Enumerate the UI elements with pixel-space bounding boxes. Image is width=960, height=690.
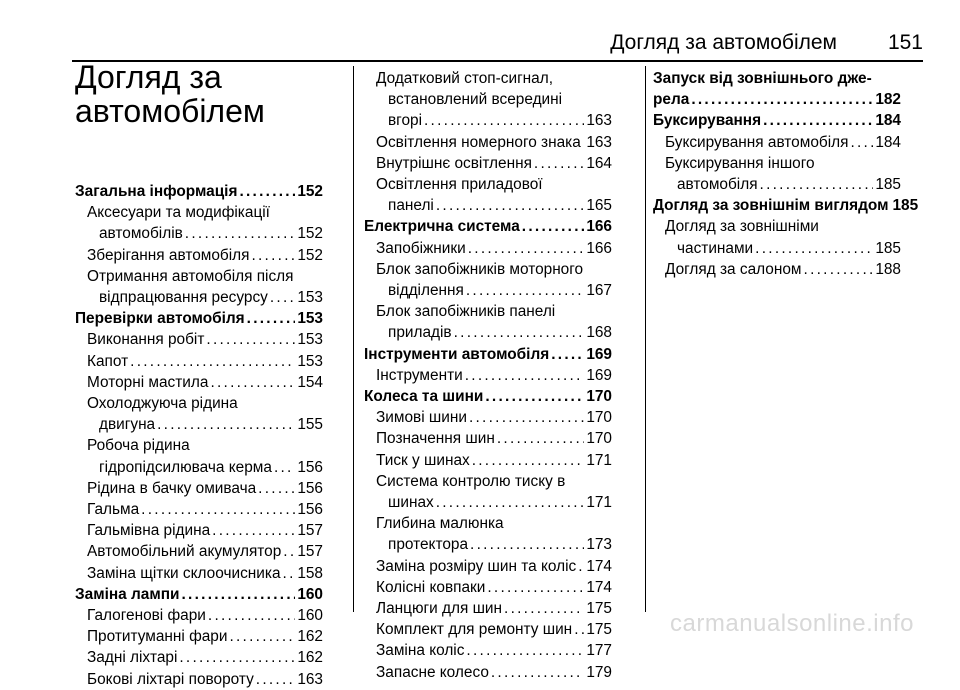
- entry-row-label: Запасне колесо: [376, 663, 489, 681]
- toc-entry[interactable]: [75, 647, 323, 668]
- toc-entry[interactable]: [364, 132, 612, 153]
- section-heading[interactable]: [653, 110, 901, 131]
- entry-row-page: 174: [586, 557, 612, 575]
- entry-row-label: приладів: [388, 324, 452, 342]
- section-heading-page: 170: [586, 388, 612, 406]
- toc-entry[interactable]: [75, 351, 323, 372]
- entry-row-page: 156: [297, 501, 323, 519]
- entry-row-label: Зимові шини: [376, 409, 467, 427]
- entry-row[interactable]: [376, 280, 612, 301]
- leader-dots: [251, 245, 295, 266]
- leader-dots: [487, 577, 584, 598]
- toc-entry[interactable]: [364, 640, 612, 661]
- entry-row[interactable]: [376, 640, 612, 661]
- leader-dots: [436, 492, 585, 513]
- section-heading-page: 184: [875, 112, 901, 130]
- entry-row-page: 174: [586, 578, 612, 596]
- entry-row-page: 175: [586, 600, 612, 618]
- entry-row[interactable]: [87, 329, 323, 350]
- section-heading[interactable]: [364, 216, 612, 237]
- toc-section: [653, 195, 919, 280]
- entry-row-label: шинах: [388, 494, 434, 512]
- toc-entry[interactable]: [364, 238, 612, 259]
- entry-row-label: Зберігання автомобіля: [87, 246, 250, 264]
- entry-row-label: двигуна: [99, 416, 156, 434]
- entry-row-label: панелі: [388, 197, 434, 215]
- entry-row-page: 152: [297, 225, 323, 243]
- toc-entry[interactable]: [653, 259, 901, 280]
- section-heading-page: 153: [297, 310, 323, 328]
- entry-line: Отримання автомобіля після: [87, 267, 294, 285]
- entry-row[interactable]: [87, 605, 323, 626]
- toc-entry[interactable]: [75, 605, 323, 626]
- entry-row-label: Тиск у шинах: [376, 451, 470, 469]
- toc-entry[interactable]: [75, 245, 323, 266]
- toc-entry[interactable]: [75, 393, 323, 435]
- column-divider: [645, 66, 646, 612]
- leader-dots: [229, 626, 295, 647]
- entry-row-label: Капот: [87, 352, 129, 370]
- leader-dots: [804, 259, 874, 280]
- leader-dots: [691, 89, 873, 110]
- entry-row-label: Галогенові фари: [87, 607, 206, 625]
- leader-dots: [141, 499, 295, 520]
- toc-entry[interactable]: [364, 556, 612, 577]
- entry-row-page: 168: [586, 324, 612, 342]
- leader-dots: [157, 414, 295, 435]
- entry-row-label: Буксирування автомобіля: [665, 133, 849, 151]
- toc-section: [75, 584, 323, 690]
- entry-row-page: 188: [875, 260, 901, 278]
- toc-entry[interactable]: [364, 68, 612, 132]
- leader-dots: [274, 457, 295, 478]
- entry-row-label: Бокові ліхтарі повороту: [87, 670, 254, 688]
- entry-row[interactable]: [376, 619, 612, 640]
- section-heading-page: 166: [586, 218, 612, 236]
- toc-entry[interactable]: [75, 499, 323, 520]
- toc-entry[interactable]: [75, 669, 323, 690]
- toc-entry[interactable]: [364, 598, 612, 619]
- entry-row-page: 156: [297, 458, 323, 476]
- entry-row[interactable]: [376, 662, 612, 683]
- entry-row[interactable]: [376, 407, 612, 428]
- toc-entry[interactable]: [364, 513, 612, 555]
- leader-dots: [466, 280, 584, 301]
- entry-row[interactable]: [87, 647, 323, 668]
- entry-row-page: 153: [297, 352, 323, 370]
- toc-entry[interactable]: [364, 407, 612, 428]
- section-heading-label: Буксирування: [653, 112, 762, 130]
- entry-row-label: Інструменти: [376, 366, 463, 384]
- section-heading-label: Колеса та шини: [364, 388, 484, 406]
- entry-row-page: 165: [586, 197, 612, 215]
- entry-row-page: 184: [875, 133, 901, 151]
- column-divider: [353, 66, 354, 612]
- toc-entry[interactable]: [75, 541, 323, 562]
- section-heading[interactable]: [364, 344, 612, 365]
- section-heading[interactable]: [75, 584, 323, 605]
- entry-row[interactable]: [665, 174, 901, 195]
- running-title: Догляд за автомобілем: [610, 31, 837, 54]
- leader-dots: [210, 372, 295, 393]
- leader-dots: [470, 534, 584, 555]
- leader-dots: [472, 450, 585, 471]
- entry-line: Додатковий стоп-сигнал,: [376, 70, 553, 87]
- leader-dots: [130, 351, 295, 372]
- toc-entry[interactable]: [75, 520, 323, 541]
- entry-row-page: 167: [586, 282, 612, 300]
- toc-entry[interactable]: [653, 132, 901, 153]
- entry-row-label: Заміна розміру шин та коліс: [376, 557, 577, 575]
- leader-dots: [424, 110, 584, 131]
- entry-row-label: Колісні ковпаки: [376, 578, 486, 596]
- entry-row-label: Догляд за салоном: [665, 260, 802, 278]
- toc-entry[interactable]: [364, 259, 612, 301]
- entry-row-page: 173: [586, 536, 612, 554]
- leader-dots: [247, 308, 296, 329]
- entry-row[interactable]: [376, 598, 612, 619]
- toc-entry[interactable]: [364, 153, 612, 174]
- toc-entry[interactable]: [364, 428, 612, 449]
- entry-line: Освітлення приладової: [376, 176, 543, 194]
- entry-row[interactable]: [376, 238, 612, 259]
- toc-section: [364, 216, 612, 343]
- section-heading-page: 185: [892, 197, 919, 215]
- entry-line: Блок запобіжників моторного: [376, 260, 584, 278]
- leader-dots: [497, 428, 584, 449]
- entry-row[interactable]: [376, 556, 612, 577]
- entry-row[interactable]: [376, 195, 612, 216]
- toc-section: [75, 308, 323, 584]
- leader-dots: [283, 563, 296, 584]
- toc-entry[interactable]: [364, 619, 612, 640]
- leader-dots: [465, 365, 585, 386]
- leader-dots: [522, 216, 585, 237]
- entry-row-page: 157: [297, 522, 323, 540]
- leader-dots: [485, 386, 584, 407]
- entry-row-page: 171: [586, 451, 612, 469]
- entry-row-label: вгорі: [388, 112, 422, 130]
- entry-row-label: Задні ліхтарі: [87, 649, 178, 667]
- entry-line: Догляд за зовнішніми: [665, 218, 819, 236]
- entry-row[interactable]: [665, 132, 901, 153]
- section-heading-label: Заміна лампи: [75, 585, 180, 603]
- entry-row-page: 166: [586, 239, 612, 257]
- entry-row[interactable]: [665, 238, 901, 259]
- leader-dots: [763, 110, 873, 131]
- toc-section: [364, 68, 612, 216]
- leader-dots: [469, 407, 584, 428]
- toc-column-3: [653, 68, 919, 280]
- entry-line: Глибина малюнка: [376, 515, 504, 533]
- leader-dots: [850, 132, 873, 153]
- entry-row[interactable]: [376, 365, 612, 386]
- entry-row-label: Гальмівна рідина: [87, 522, 211, 540]
- entry-row[interactable]: [87, 520, 323, 541]
- leader-dots: [468, 238, 585, 259]
- entry-row[interactable]: [87, 414, 323, 435]
- leader-dots: [534, 153, 584, 174]
- toc-entry[interactable]: [364, 577, 612, 598]
- leader-dots: [239, 181, 295, 202]
- leader-dots: [206, 329, 295, 350]
- entry-row-label: протектора: [388, 536, 469, 554]
- entry-line: Аксесуари та модифікації: [87, 204, 270, 222]
- entry-row-page: 179: [586, 663, 612, 681]
- entry-row-page: 153: [297, 289, 323, 307]
- entry-line: Буксирування іншого: [665, 154, 815, 172]
- toc-entry[interactable]: [75, 478, 323, 499]
- section-heading-page: 182: [875, 91, 901, 109]
- section-heading-label: Догляд за зовнішнім виглядом: [653, 197, 889, 215]
- entry-row-label: Запобіжники: [376, 239, 466, 257]
- toc-section: [653, 68, 901, 110]
- entry-row[interactable]: [665, 259, 901, 280]
- entry-row-page: 185: [875, 176, 901, 194]
- section-heading-label: Загальна інформація: [75, 183, 238, 200]
- entry-row-page: 162: [297, 649, 323, 667]
- entry-row-label: Заміна коліс: [376, 642, 465, 660]
- leader-dots: [270, 287, 295, 308]
- entry-row[interactable]: [376, 132, 612, 153]
- entry-row[interactable]: [87, 245, 323, 266]
- entry-line: Блок запобіжників панелі: [376, 303, 556, 321]
- entry-row[interactable]: [87, 223, 323, 244]
- leader-dots: [256, 669, 296, 690]
- entry-line: встановлений всередині: [388, 91, 563, 109]
- entry-row-page: 175: [586, 621, 612, 639]
- leader-dots: [179, 647, 295, 668]
- section-heading-page: 160: [297, 585, 323, 603]
- entry-row-label: Позначення шин: [376, 430, 495, 448]
- page-number: 151: [887, 31, 923, 54]
- leader-dots: [466, 640, 584, 661]
- toc-entry[interactable]: [75, 266, 323, 308]
- entry-row[interactable]: [376, 577, 612, 598]
- entry-row-label: Гальма: [87, 501, 140, 519]
- entry-row-label: гідропідсилювача керма: [99, 458, 272, 476]
- entry-row-page: 154: [297, 373, 323, 391]
- leader-dots: [755, 238, 873, 259]
- page-title: Догляд за автомобілем: [75, 59, 265, 129]
- entry-row[interactable]: [376, 492, 612, 513]
- leader-dots: [436, 195, 584, 216]
- leader-dots: [185, 223, 296, 244]
- toc-entry[interactable]: [364, 450, 612, 471]
- entry-row-page: 170: [586, 430, 612, 448]
- leader-dots: [283, 541, 295, 562]
- section-heading-label: рела: [653, 91, 690, 109]
- entry-row-label: Внутрішнє освітлення: [376, 154, 532, 172]
- entry-row-label: автомобіля: [677, 176, 758, 194]
- entry-row[interactable]: [87, 351, 323, 372]
- leader-dots: [208, 605, 295, 626]
- section-heading-page: 169: [586, 345, 612, 363]
- toc-entry[interactable]: [75, 372, 323, 393]
- toc-entry[interactable]: [75, 626, 323, 647]
- leader-dots: [760, 174, 874, 195]
- section-title-line: Запуск від зовнішнього дже-: [653, 70, 872, 87]
- entry-row-label: Автомобільний акумулятор: [87, 543, 282, 561]
- toc-entry[interactable]: [75, 563, 323, 584]
- toc-entry[interactable]: [75, 202, 323, 244]
- entry-line: Робоча рідина: [87, 437, 190, 455]
- leader-dots: [583, 132, 585, 153]
- toc-entry[interactable]: [364, 174, 612, 216]
- section-heading-page: 152: [297, 183, 323, 200]
- section-heading[interactable]: [75, 181, 323, 202]
- entry-row-page: 155: [297, 416, 323, 434]
- entry-row-page: 171: [586, 494, 612, 512]
- entry-row[interactable]: [87, 626, 323, 647]
- toc-column-1: [75, 60, 323, 690]
- entry-line: Охолоджуюча рідина: [87, 395, 238, 413]
- entry-row-page: 170: [586, 409, 612, 427]
- entry-row-label: частинами: [677, 239, 754, 257]
- entry-row-page: 163: [586, 112, 612, 130]
- leader-dots: [574, 619, 584, 640]
- entry-row-page: 153: [297, 331, 323, 349]
- entry-row[interactable]: [376, 322, 612, 343]
- entry-row-label: Виконання робіт: [87, 331, 205, 349]
- entry-row-page: 158: [297, 564, 323, 582]
- entry-row-page: 152: [297, 246, 323, 264]
- entry-row-label: відділення: [388, 282, 464, 300]
- leader-dots: [551, 344, 584, 365]
- toc-entry[interactable]: [75, 329, 323, 350]
- toc-entry[interactable]: [364, 662, 612, 683]
- section-heading[interactable]: [653, 89, 901, 110]
- entry-row-page: 157: [297, 543, 323, 561]
- toc-entry[interactable]: [364, 471, 612, 513]
- entry-row[interactable]: [376, 153, 612, 174]
- entry-row-page: 160: [297, 607, 323, 625]
- leader-dots: [454, 322, 585, 343]
- entry-row[interactable]: [87, 372, 323, 393]
- toc-section: [364, 344, 612, 386]
- entry-row[interactable]: [87, 457, 323, 478]
- entry-row-label: Моторні мастила: [87, 373, 209, 391]
- toc-entry[interactable]: [75, 435, 323, 477]
- entry-row[interactable]: [376, 450, 612, 471]
- entry-row-page: 177: [586, 642, 612, 660]
- entry-row-label: автомобілів: [99, 225, 183, 243]
- section-heading[interactable]: [75, 308, 323, 329]
- section-heading[interactable]: [653, 195, 919, 216]
- entry-row[interactable]: [87, 541, 323, 562]
- page-header: [72, 0, 923, 62]
- section-heading-label: Електрична система: [364, 218, 520, 236]
- toc-entry[interactable]: [364, 301, 612, 343]
- toc-section: [364, 386, 612, 683]
- toc-entry[interactable]: [653, 216, 901, 258]
- entry-row-label: Ланцюги для шин: [376, 600, 503, 618]
- entry-row[interactable]: [87, 478, 323, 499]
- entry-row-label: Освітлення номерного знака: [376, 133, 581, 151]
- entry-row-page: 185: [875, 239, 901, 257]
- watermark: carmanualsonline.info: [670, 610, 914, 637]
- entry-row-label: Рідина в бачку омивача: [87, 479, 257, 497]
- section-heading[interactable]: [364, 386, 612, 407]
- toc-column-2: [364, 68, 612, 683]
- entry-row[interactable]: [87, 499, 323, 520]
- section-heading-label: Перевірки автомобіля: [75, 310, 245, 328]
- entry-row[interactable]: [87, 563, 323, 584]
- leader-dots: [258, 478, 295, 499]
- toc-section: [653, 110, 901, 195]
- entry-row-page: 164: [586, 154, 612, 172]
- entry-row-page: 163: [586, 133, 612, 151]
- entry-row[interactable]: [87, 287, 323, 308]
- entry-row-page: 163: [297, 670, 323, 688]
- entry-row[interactable]: [376, 534, 612, 555]
- leader-dots: [504, 598, 584, 619]
- entry-row-page: 162: [297, 628, 323, 646]
- entry-row-page: 156: [297, 479, 323, 497]
- leader-dots: [212, 520, 295, 541]
- toc-entry[interactable]: [364, 365, 612, 386]
- leader-dots: [181, 584, 295, 605]
- entry-row-label: Протитуманні фари: [87, 628, 228, 646]
- entry-row-page: 169: [586, 366, 612, 384]
- entry-row-label: Заміна щітки склоочисника: [87, 564, 281, 582]
- entry-row[interactable]: [87, 669, 323, 690]
- entry-line: Система контролю тиску в: [376, 472, 566, 490]
- toc-entry[interactable]: [653, 153, 901, 195]
- entry-row[interactable]: [376, 110, 612, 131]
- entry-row-label: відпрацювання ресурсу: [99, 289, 268, 307]
- leader-dots: [578, 556, 584, 577]
- entry-row-label: Комплект для ремонту шин: [376, 621, 573, 639]
- leader-dots: [491, 662, 584, 683]
- section-heading-label: Інструменти автомобіля: [364, 345, 550, 363]
- toc-section: [75, 181, 323, 308]
- entry-row[interactable]: [376, 428, 612, 449]
